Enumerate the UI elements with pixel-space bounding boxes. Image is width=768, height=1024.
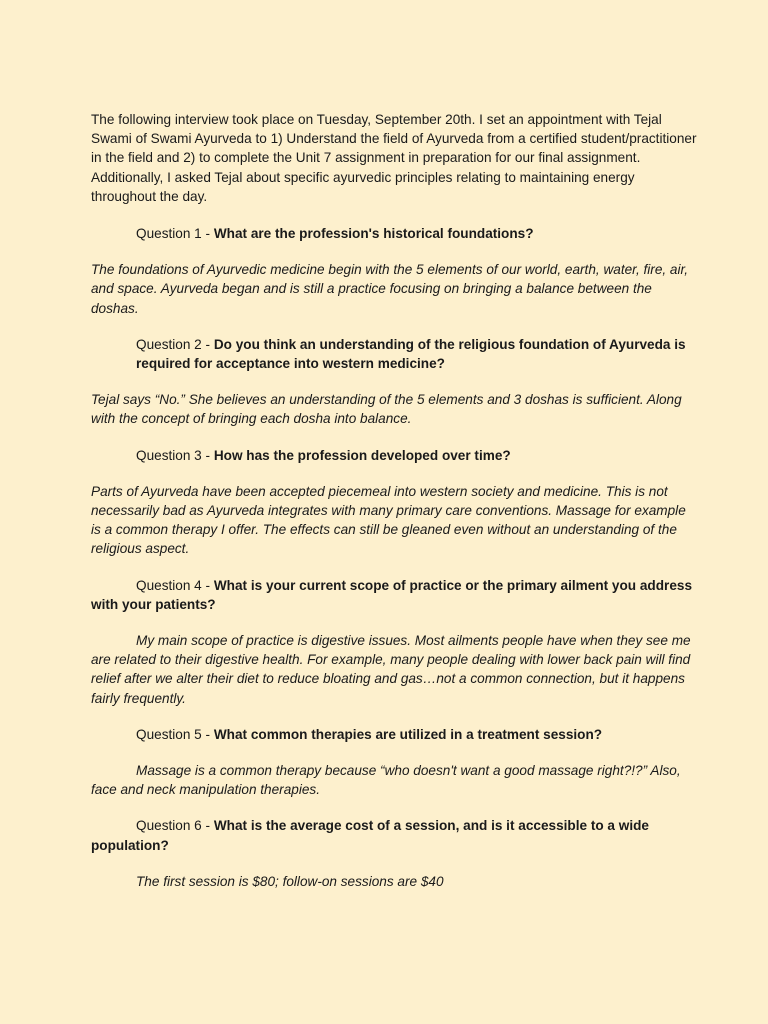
question-3-text: How has the profession developed over time?: [213, 447, 511, 463]
answer-1: The foundations of Ayurvedic medicine begin with the 5 elements of our world, earth, water, fire, air, and space. Ayurveda began and is still a practice focusing on bringing a balance between the doshas.: [91, 262, 689, 316]
question-2-label: Question 2 -: [136, 336, 214, 352]
answer-6: The first session is $80; follow-on sessions are $40: [136, 873, 444, 889]
question-5-text: What common therapies are utilized in a treatment session?: [213, 726, 603, 742]
answer-4: My main scope of practice is digestive issues. Most ailments people have when they see me are related to their digestive health. For example, many people dealing with lower back pain will find relief after we alter their diet to reduce bloating and gas…not a common connection, but it happens fairly frequently.: [91, 633, 691, 706]
answer-5: Massage is a common therapy because “who doesn't want a good massage right?!?” Also, face and neck manipulation therapies.: [91, 763, 681, 798]
question-6-label: Question 6 -: [136, 818, 214, 834]
question-6-text: What is the average cost of a session, and is it accessible to a wide population?: [91, 818, 649, 853]
question-5: [91, 725, 698, 744]
question-3-label: Question 3 -: [136, 447, 214, 463]
question-4-label: Question 4 -: [136, 577, 214, 593]
question-5-label: Question 5 -: [136, 726, 214, 742]
question-1-label: Question 1 -: [136, 226, 214, 242]
question-3: [91, 446, 698, 465]
question-1-text: What are the profession's historical foundations?: [213, 226, 534, 242]
intro-paragraph: The following interview took place on Tuesday, September 20th. I set an appointment with Tejal Swami of Swami Ayurveda to 1) Understand the field of Ayurveda from a certified student/practitioner in the field and 2) to complete the Unit 7 assignment in preparation for our final assignment. Additionally, I asked Tejal about specific ayurvedic principles relating to maintaining energy throughout the day.: [91, 112, 697, 204]
question-2: [91, 335, 698, 373]
question-4: [91, 576, 698, 614]
question-6: [91, 816, 698, 854]
question-1: [91, 224, 698, 243]
question-4-text: What is your current scope of practice or the primary ailment you address with your patients?: [91, 577, 693, 612]
answer-2: Tejal says “No.” She believes an understanding of the 5 elements and 3 doshas is sufficient. Along with the concept of bringing each dosha into balance.: [91, 392, 682, 427]
answer-3: Parts of Ayurveda have been accepted piecemeal into western society and medicine. This is not necessarily bad as Ayurveda integrates with many primary care conventions. Massage for example is a common therapy I offer. The effects can still be gleaned even without an understanding of the religious aspect.: [91, 483, 686, 557]
question-2-text: Do you think an understanding of the religious foundation of Ayurveda is required for acceptance into western medicine?: [136, 336, 686, 372]
